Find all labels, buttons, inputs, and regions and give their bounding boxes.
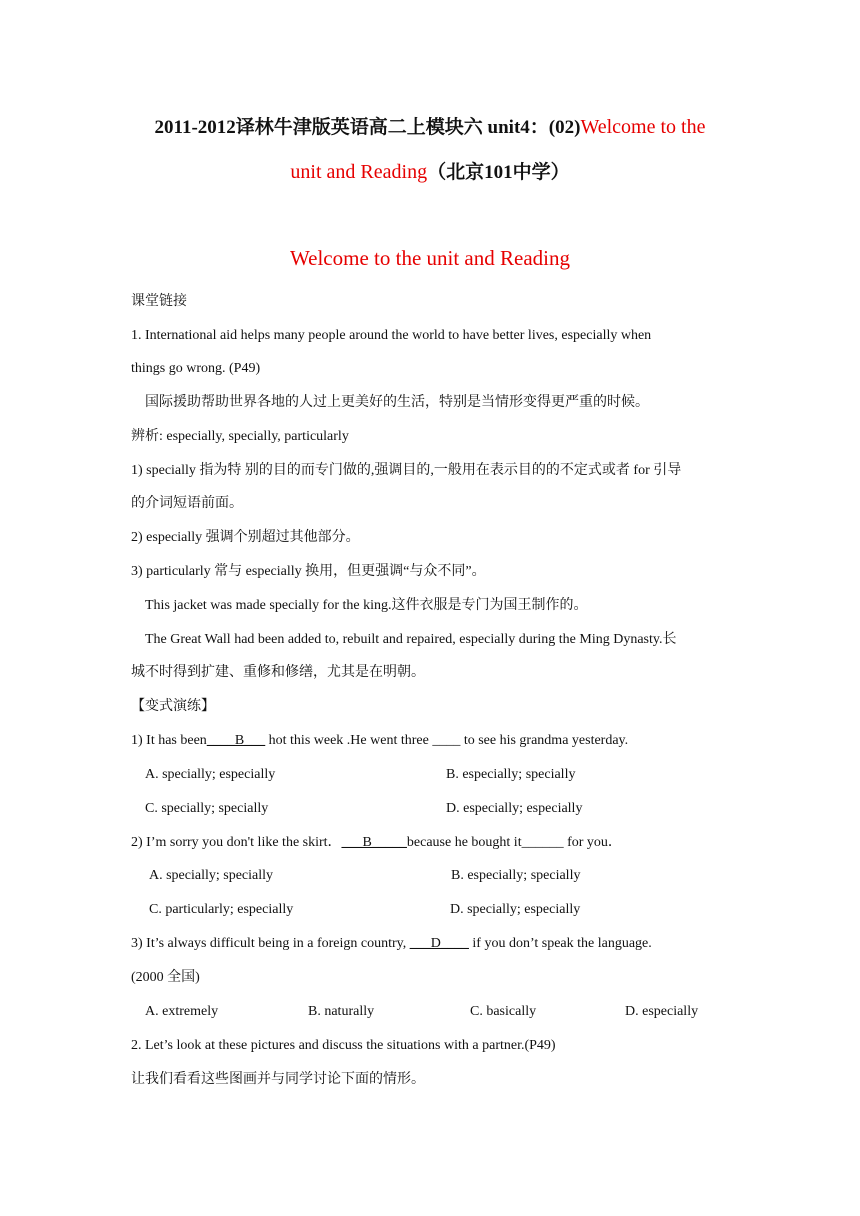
question-2-answer: ___B_____ <box>341 835 407 850</box>
section-heading: 课堂链接 <box>131 294 187 309</box>
analysis-p3: 3) particularly 常与 especially 换用，但更强调“与众不同”。 <box>131 564 486 579</box>
item1-translation: 国际援助帮助世界各地的人过上更美好的生活，特别是当情形变得更严重的时候。 <box>145 395 649 410</box>
document-title-line1 <box>60 104 800 151</box>
q2-option-c: C. particularly; especially <box>149 902 294 917</box>
q3-option-b: B. naturally <box>308 1004 375 1019</box>
q2-option-d: D. specially; especially <box>450 902 581 917</box>
analysis-p1-line1: 1) specially 指为特 别的目的而专门做的,强调目的,一般用在表示目的的不定式或者 for 引导 <box>131 463 682 478</box>
item1-line1: 1. International aid helps many people around the world to have better lives, especially when <box>131 328 652 343</box>
analysis-p2: 2) especially 强调个别超过其他部分。 <box>131 530 360 545</box>
example-1: This jacket was made specially for the king.这件衣服是专门为国王制作的。 <box>145 598 588 613</box>
question-3-post: if you don’t speak the language. <box>468 936 652 951</box>
title-red-part: Welcome to the <box>580 116 706 138</box>
q3-option-a: A. extremely <box>145 1004 219 1019</box>
practice-heading: 【变式演练】 <box>131 699 215 714</box>
question-1-pre: 1) It has been <box>131 733 207 748</box>
item1-line2: things go wrong. (P49) <box>131 361 261 376</box>
question-3 <box>131 934 652 954</box>
example-2-line2: 城不时得到扩建、重修和修缮，尤其是在明朝。 <box>131 665 425 680</box>
q1-option-d: D. especially; especially <box>446 801 583 816</box>
q3-option-c: C. basically <box>470 1004 537 1019</box>
q1-option-a: A. specially; especially <box>145 767 276 782</box>
question-2 <box>131 833 622 853</box>
question-1-post: hot this week .He went three ____ to see his grandma yesterday. <box>265 733 629 748</box>
q3-option-d: D. especially <box>625 1004 699 1019</box>
title-bold-part: 2011-2012译林牛津版英语高二上模块六 unit4：(02) <box>154 117 581 138</box>
analysis-p1-line2: 的介词短语前面。 <box>131 496 243 511</box>
question-2-pre: 2) I’m sorry you don't like the skirt． <box>131 835 342 850</box>
title-school: （北京101中学） <box>427 162 570 183</box>
question-1-answer: ____B___ <box>206 733 266 748</box>
question-3-source: (2000 全国) <box>131 970 200 985</box>
question-2-post: because he bought it______ for you． <box>406 835 622 850</box>
document-title-line2 <box>60 149 800 196</box>
q2-option-b: B. especially; specially <box>451 868 581 883</box>
question-1 <box>131 731 628 751</box>
title-red-part-2: unit and Reading <box>290 161 428 183</box>
q2-option-a: A. specially; specially <box>149 868 274 883</box>
question-3-pre: 3) It’s always difficult being in a foreign country, <box>131 936 410 951</box>
q1-option-b: B. especially; specially <box>446 767 576 782</box>
analysis-heading: 辨析: especially, specially, particularly <box>131 429 349 444</box>
question-3-answer: ___D____ <box>409 936 469 951</box>
item2-translation: 让我们看看这些图画并与同学讨论下面的情形。 <box>131 1072 425 1087</box>
item2-line: 2. Let’s look at these pictures and discuss the situations with a partner.(P49) <box>131 1038 556 1053</box>
example-2-line1: The Great Wall had been added to, rebuilt and repaired, especially during the Ming Dynasty.长 <box>145 632 677 647</box>
q1-option-c: C. specially; specially <box>145 801 269 816</box>
section-subtitle: Welcome to the unit and Reading <box>290 246 570 270</box>
